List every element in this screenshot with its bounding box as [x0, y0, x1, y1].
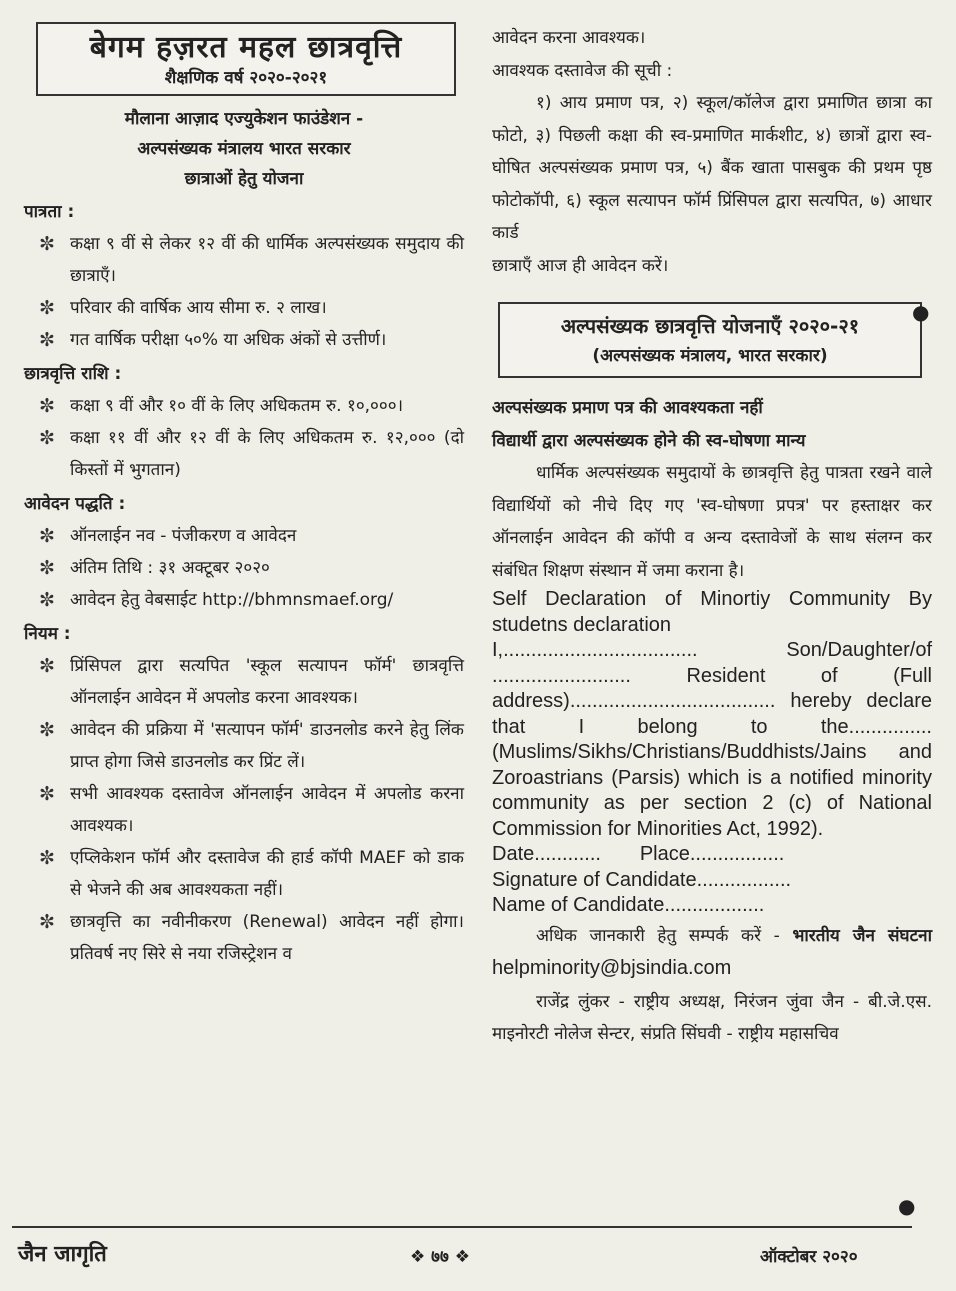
- contact-info: अधिक जानकारी हेतु सम्पर्क करें - भारतीय जैन संघटना helpminority@bjsindia.com: [492, 925, 932, 979]
- page-footer: [0, 1232, 956, 1272]
- bullet-icon: ✼: [39, 911, 55, 933]
- list-item: ✼ छात्रवृत्ति का नवीनीकरण (Renewal) आवेदन नहीं होगा। प्रतिवर्ष नए सिरे से नया रजिस्ट्रेशन व: [24, 906, 464, 970]
- minority-scheme-box: [498, 302, 922, 378]
- declaration-body: I,................................... Son/Daughter/of ......................... Resident of (Full address)..................................... hereby declare that I belong to the............... (Muslims/Sikhs/Christians/Buddhists/Jains and Zoroastrians (Parsis) which is a notified minority community as per section 2 (c) of National Commission for Minorities Act, 1992).: [492, 639, 932, 840]
- list-item: ✼ परिवार की वार्षिक आय सीमा रु. २ लाख।: [24, 292, 464, 324]
- org-line-2: अल्पसंख्यक मंत्रालय भारत सरकार: [137, 139, 351, 159]
- no-certificate-note: अल्पसंख्यक प्रमाण पत्र की आवश्यकता नहीं: [492, 398, 763, 418]
- instruction-paragraph: धार्मिक अल्पसंख्यक समुदायों के छात्रवृत्ति हेतु पात्रता रखने वाले विद्यार्थियों को नीचे दिए गए 'स्व-घोषणा प्रपत्र' पर हस्ताक्षर कर ऑनलाईन आवेदन की कॉपी व अन्य दस्तावेजों के साथ संलग्न कर संबंधित शिक्षण संस्थान में जमा कराना है।: [492, 463, 932, 581]
- list-item: ✼ आवेदन हेतु वेबसाईट http://bhmnsmaef.org/: [24, 584, 464, 616]
- bullet-icon: ✼: [39, 233, 55, 255]
- bullet-icon: ✼: [39, 395, 55, 417]
- footer-divider: [12, 1226, 912, 1228]
- rules-heading: नियम :: [24, 624, 71, 644]
- method-heading: आवेदन पद्धति :: [24, 494, 126, 514]
- list-item: ✼ ऑनलाईन नव - पंजीकरण व आवेदन: [24, 520, 464, 552]
- list-item: ✼ सभी आवश्यक दस्तावेज ऑनलाईन आवेदन में अपलोड करना आवश्यक।: [24, 778, 464, 842]
- bullet-icon: ✼: [39, 427, 55, 449]
- date-place-line: Date............ Place.................: [492, 843, 785, 865]
- bullet-icon: ✼: [39, 655, 55, 677]
- documents-heading: आवश्यक दस्तावेज की सूची :: [492, 60, 673, 81]
- list-item: ✼ प्रिंसिपल द्वारा सत्यपित 'स्कूल सत्यापन फॉर्म' छात्रवृत्ति ऑनलाईन आवेदन में अपलोड करना आवश्यक।: [24, 650, 464, 714]
- office-bearers: राजेंद्र लुंकर - राष्ट्रीय अध्यक्ष, निरंजन जुंवा जैन - बी.जे.एस. माइनोरटी नोलेज सेन्टर, संप्रति सिंघवी - राष्ट्रीय महासचिव: [492, 991, 932, 1044]
- list-item: ✼ एप्लिकेशन फॉर्म और दस्तावेज की हार्ड कॉपी MAEF को डाक से भेजने की अब आवश्यकता नहीं।: [24, 842, 464, 906]
- left-column: [24, 22, 464, 970]
- bullet-icon: ✼: [39, 557, 55, 579]
- academic-year: शैक्षणिक वर्ष २०२०-२०२१: [164, 68, 328, 88]
- signature-line: Signature of Candidate.................: [492, 868, 792, 891]
- page-title: बेगम हज़रत महल छात्रवृत्ति: [89, 30, 403, 65]
- self-declaration-note: विद्यार्थी द्वारा अल्पसंख्यक होने की स्व-घोषणा मान्य: [492, 430, 806, 451]
- end-dot-icon: ●: [898, 1194, 916, 1218]
- org-line-3: छात्राओं हेतु योजना: [184, 169, 304, 189]
- list-item: ✼ कक्षा ११ वीं और १२ वीं के लिए अधिकतम रु. १२,००० (दो किस्तों में भुगतान): [24, 422, 464, 486]
- list-item: ✼ आवेदन की प्रक्रिया में 'सत्यापन फॉर्म' डाउनलोड करने हेतु लिंक प्राप्त होगा जिसे डाउनलोड कर प्रिंट लें।: [24, 714, 464, 778]
- list-item: ✼ कक्षा ९ वीं से लेकर १२ वीं की धार्मिक अल्पसंख्यक समुदाय की छात्राएँ।: [24, 228, 464, 292]
- org-line-1: मौलाना आज़ाद एज्युकेशन फाउंडेशन -: [124, 109, 364, 129]
- amount-heading: छात्रवृत्ति राशि :: [24, 364, 122, 384]
- bullet-icon: ✼: [39, 297, 55, 319]
- bullet-icon: ✼: [39, 525, 55, 547]
- eligibility-heading: पात्रता :: [24, 202, 75, 222]
- bullet-icon: ✼: [39, 783, 55, 805]
- bullet-icon: ✼: [39, 589, 55, 611]
- list-item: ✼ गत वार्षिक परीक्षा ५०% या अधिक अंकों से उत्तीर्ण।: [24, 324, 464, 356]
- documents-list: १) आय प्रमाण पत्र, २) स्कूल/कॉलेज द्वारा प्रमाणित छात्रा का फोटो, ३) पिछली कक्षा की स्व-प्रमाणित मार्कशीट, ४) छात्रों द्वारा स्व-घोषित अल्पसंख्यक प्रमाण पत्र, ५) बैंक खाता पासबुक की प्रथम पृष्ठ फोटोकॉपी, ६) स्कूल सत्यापन फॉर्म प्रिंसिपल द्वारा सत्यपित, ७) आधार कार्ड: [492, 93, 932, 243]
- page-number: ❖ ७७ ❖: [410, 1247, 470, 1267]
- end-dot-icon: ●: [912, 300, 930, 324]
- minority-scheme-subtitle: (अल्पसंख्यक मंत्रालय, भारत सरकार): [592, 346, 828, 366]
- declaration-title: Self Declaration of Minortiy Community By studetns declaration: [492, 588, 932, 636]
- apply-today: छात्राएँ आज ही आवेदन करें।: [492, 255, 669, 276]
- bullet-icon: ✼: [39, 847, 55, 869]
- continued-line: आवेदन करना आवश्यक।: [492, 28, 646, 48]
- scholarship-title-box: [36, 22, 456, 96]
- minority-scheme-title: अल्पसंख्यक छात्रवृत्ति योजनाएँ २०२०-२१: [560, 314, 860, 338]
- list-item: ✼ अंतिम तिथि : ३१ अक्टूबर २०२०: [24, 552, 464, 584]
- issue-month: ऑक्टोबर २०२०: [760, 1247, 858, 1267]
- bullet-icon: ✼: [39, 719, 55, 741]
- bullet-icon: ✼: [39, 329, 55, 351]
- right-column: [492, 22, 932, 1051]
- list-item: ✼ कक्षा ९ वीं और १० वीं के लिए अधिकतम रु. १०,०००।: [24, 390, 464, 422]
- magazine-logo: जैन जागृति: [18, 1241, 107, 1267]
- name-line: Name of Candidate..................: [492, 894, 765, 916]
